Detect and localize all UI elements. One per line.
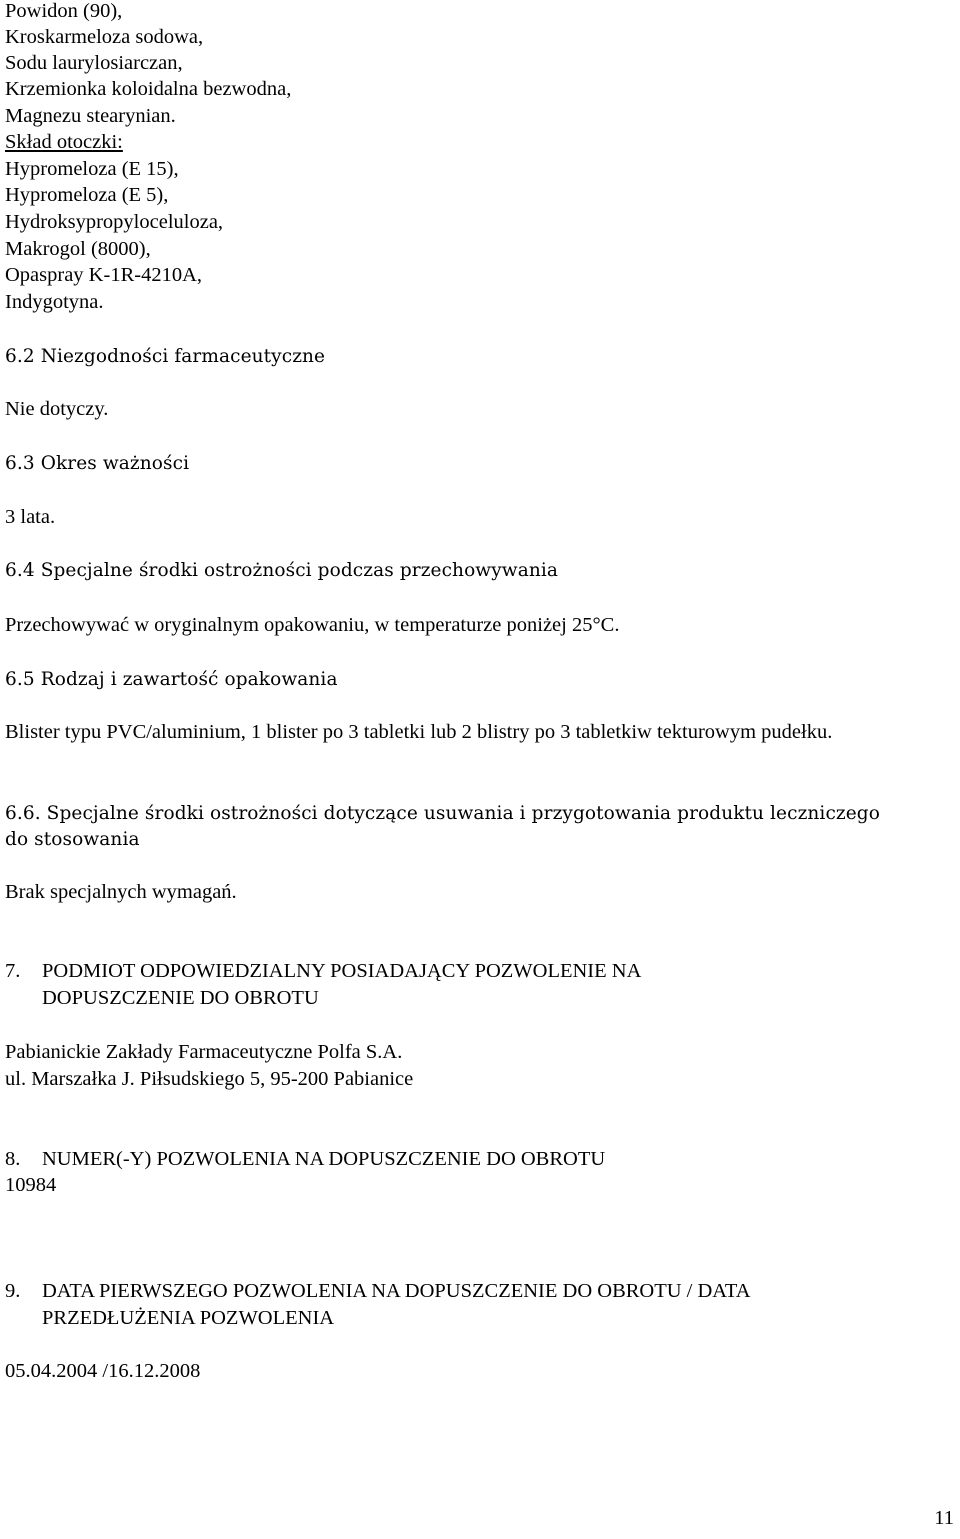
section-8-text: 10984 — [5, 1174, 57, 1196]
section-6-5-text: Blister typu PVC/aluminium, 1 blister po 3 tabletki lub 2 blistry po 3 tabletkiw tekturowym pudełku. — [5, 721, 833, 743]
section-7-heading-line-1 — [5, 958, 641, 985]
coating-item-4: Makrogol (8000), — [5, 238, 151, 260]
section-8-heading-text: NUMER(-Y) POZWOLENIA NA DOPUSZCZENIE DO OBROTU — [42, 1148, 606, 1170]
section-9-text: 05.04.2004 /16.12.2008 — [5, 1360, 201, 1382]
section-6-5-heading: 6.5 Rodzaj i zawartość opakowania — [5, 669, 338, 690]
composition-line-3: Sodu laurylosiarczan, — [5, 52, 183, 74]
section-9-heading-line-2: PRZEDŁUŻENIA POZWOLENIA — [42, 1307, 335, 1329]
coating-item-1: Hypromeloza (E 15), — [5, 158, 179, 180]
composition-line-5: Magnezu stearynian. — [5, 105, 176, 127]
section-7-heading-line-2: DOPUSZCZENIE DO OBROTU — [42, 987, 319, 1009]
section-7-number: 7. — [5, 960, 21, 982]
section-6-6-heading-line-2: do stosowania — [5, 829, 140, 850]
composition-line-2: Kroskarmeloza sodowa, — [5, 26, 204, 48]
page-number: 11 — [934, 1507, 954, 1529]
section-6-2-heading: 6.2 Niezgodności farmaceutyczne — [5, 346, 326, 367]
section-7-text-line-1: Pabianickie Zakłady Farmaceutyczne Polfa S.A. — [5, 1041, 403, 1063]
section-6-2-text: Nie dotyczy. — [5, 398, 109, 420]
composition-line-1: Powidon (90), — [5, 0, 123, 22]
coating-item-5: Opaspray K-1R-4210A, — [5, 264, 202, 286]
coating-item-3: Hydroksypropyloceluloza, — [5, 211, 224, 233]
section-6-4-text: Przechowywać w oryginalnym opakowaniu, w temperaturze poniżej 25°C. — [5, 614, 620, 636]
section-6-4-heading: 6.4 Specjalne środki ostrożności podczas przechowywania — [5, 560, 559, 581]
coating-item-6: Indygotyna. — [5, 291, 104, 313]
section-6-3-heading: 6.3 Okres ważności — [5, 453, 190, 474]
coating-heading: Skład otoczki: — [5, 131, 123, 153]
section-6-6-text: Brak specjalnych wymagań. — [5, 881, 237, 903]
section-7-text-line-2: ul. Marszałka J. Piłsudskiego 5, 95-200 Pabianice — [5, 1068, 414, 1090]
section-6-6-heading-line-1: 6.6. Specjalne środki ostrożności dotyczące usuwania i przygotowania produktu leczniczego — [5, 803, 880, 824]
section-9-heading-text: DATA PIERWSZEGO POZWOLENIA NA DOPUSZCZENIE DO OBROTU / DATA — [42, 1280, 751, 1302]
coating-item-2: Hypromeloza (E 5), — [5, 184, 169, 206]
section-6-3-text: 3 lata. — [5, 506, 56, 528]
section-8-heading — [5, 1146, 605, 1173]
composition-line-4: Krzemionka koloidalna bezwodna, — [5, 78, 292, 100]
section-9-heading-line-1 — [5, 1278, 751, 1305]
section-8-number: 8. — [5, 1148, 21, 1170]
section-9-number: 9. — [5, 1280, 21, 1302]
section-7-heading-text: PODMIOT ODPOWIEDZIALNY POSIADAJĄCY POZWOLENIE NA — [42, 960, 642, 982]
